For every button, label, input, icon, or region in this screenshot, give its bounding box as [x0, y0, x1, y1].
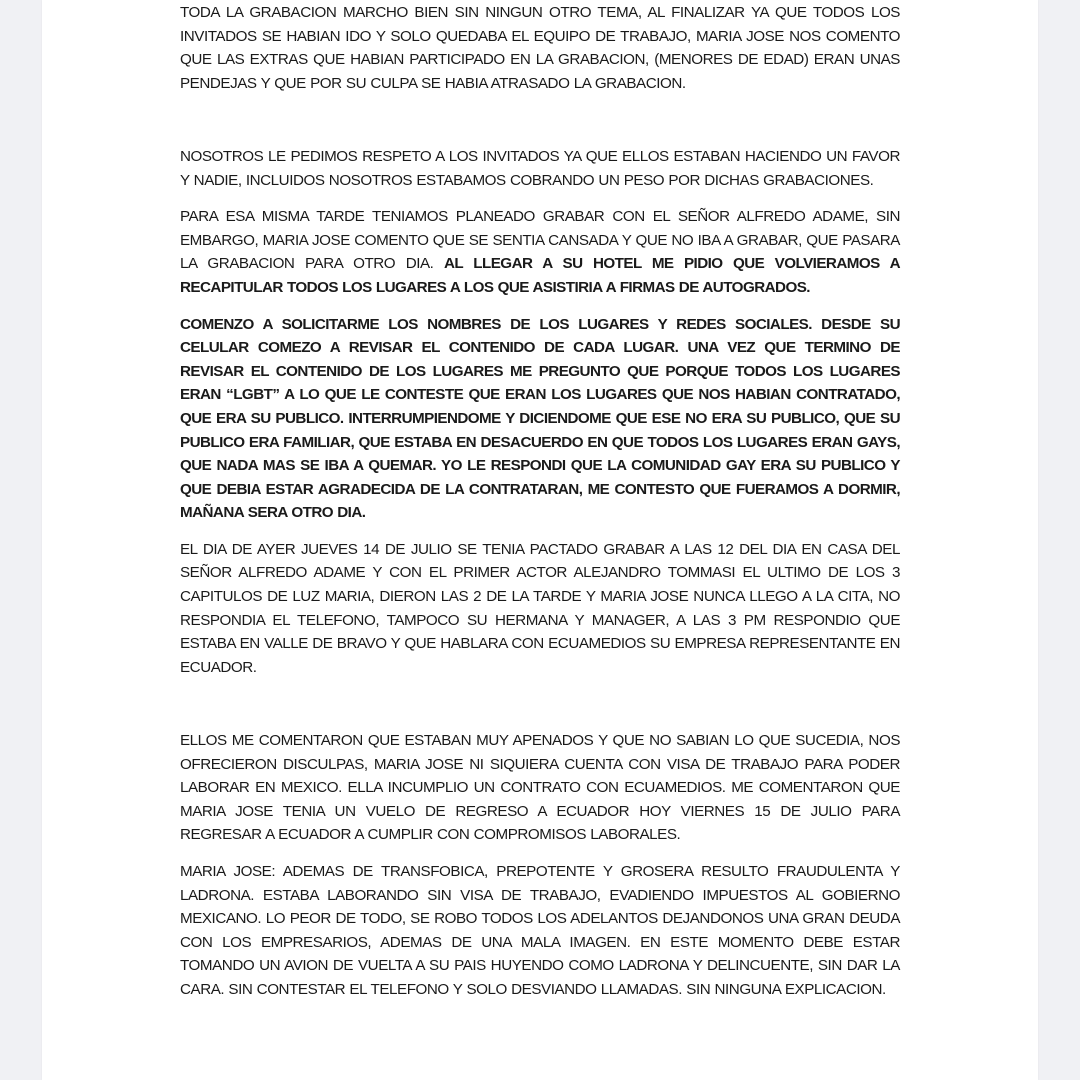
- empty-paragraph: [180, 692, 900, 716]
- paragraph-ecuamedios-apology: [180, 729, 900, 847]
- document-body: [180, 1, 900, 1015]
- paragraph-text: MARIA JOSE: ADEMAS DE TRANSFOBICA, PREPOTENTE Y GROSERA RESULTO FRAUDULENTA Y LADRONA. ESTABA LABORANDO SIN VISA DE TRABAJO, EVADIENDO IMPUESTOS AL GOBIERNO MEXICANO. LO PEOR DE TODO, SE ROBO TODOS LOS ADELANTOS DEJANDONOS UNA GRAN DEUDA CON LOS EMPRESARIOS, ADEMAS DE UNA MALA IMAGEN. EN ESTE MOMENTO DEBE ESTAR TOMANDO UN AVION DE VUELTA A SU PAIS HUYENDO COMO LADRONA Y DELINCUENTE, SIN DAR LA CARA. SIN CONTESTAR EL TELEFONO Y SOLO DESVIANDO LLAMADAS. SIN NINGUNA EXPLICACION.: [180, 863, 900, 998]
- paragraph-thursday-recording: [180, 538, 900, 680]
- paragraph-afternoon-plan: [180, 205, 900, 299]
- paragraph-text: PARA ESA MISMA TARDE TENIAMOS PLANEADO GRABAR CON EL SEÑOR ALFREDO ADAME, SIN EMBARGO, MARIA JOSE COMENTO QUE SE SENTIA CANSADA Y QUE NO IBA A GRABAR, QUE PASARA LA GRABACION PARA OTRO DIA.: [180, 208, 900, 273]
- document-page: [42, 0, 1038, 1080]
- paragraph-respect-request: [180, 145, 900, 192]
- paragraph-text: TODA LA GRABACION MARCHO BIEN SIN NINGUN OTRO TEMA, AL FINALIZAR YA QUE TODOS LOS INVITADOS SE HABIAN IDO Y SOLO QUEDABA EL EQUIPO DE TRABAJO, MARIA JOSE NOS COMENTO QUE LAS EXTRAS QUE HABIAN PARTICIPADO EN LA GRABACION, (MENORES DE EDAD) ERAN UNAS PENDEJAS Y QUE POR SU CULPA SE HABIA ATRASADO LA GRABACION.: [180, 4, 900, 92]
- paragraph-lgbt-venues: [180, 313, 900, 525]
- paragraph-conclusion: [180, 860, 900, 1002]
- paragraph-text-bold: COMENZO A SOLICITARME LOS NOMBRES DE LOS LUGARES Y REDES SOCIALES. DESDE SU CELULAR COMEZO A REVISAR EL CONTENIDO DE CADA LUGAR. UNA VEZ QUE TERMINO DE REVISAR EL CONTENIDO DE LOS LUGARES ME PREGUNTO QUE PORQUE TODOS LOS LUGARES ERAN “LGBT” A LO QUE LE CONTESTE QUE ERAN LOS LUGARES QUE NOS HABIAN CONTRATADO, QUE ERA SU PUBLICO. INTERRUMPIENDOME Y DICIENDOME QUE ESE NO ERA SU PUBLICO, QUE SU PUBLICO ERA FAMILIAR, QUE ESTABA EN DESACUERDO EN QUE TODOS LOS LUGARES ERAN GAYS, QUE NADA MAS SE IBA A QUEMAR. YO LE RESPONDI QUE LA COMUNIDAD GAY ERA SU PUBLICO Y QUE DEBIA ESTAR AGRADECIDA DE LA CONTRATARAN, ME CONTESTO QUE FUERAMOS A DORMIR, MAÑANA SERA OTRO DIA.: [180, 315, 900, 522]
- paragraph-text: NOSOTROS LE PEDIMOS RESPETO A LOS INVITADOS YA QUE ELLOS ESTABAN HACIENDO UN FAVOR Y NADIE, INCLUIDOS NOSOTROS ESTABAMOS COBRANDO UN PESO POR DICHAS GRABACIONES.: [180, 147, 900, 189]
- empty-paragraph: [180, 108, 900, 132]
- paragraph-text: EL DIA DE AYER JUEVES 14 DE JULIO SE TENIA PACTADO GRABAR A LAS 12 DEL DIA EN CASA DEL SEÑOR ALFREDO ADAME Y CON EL PRIMER ACTOR ALEJANDRO TOMMASI EL ULTIMO DE LOS 3 CAPITULOS DE LUZ MARIA, DIERON LAS 2 DE LA TARDE Y MARIA JOSE NUNCA LLEGO A LA CITA, NO RESPONDIA EL TELEFONO, TAMPOCO SU HERMANA Y MANAGER, A LAS 3 PM RESPONDIO QUE ESTABA EN VALLE DE BRAVO Y QUE HABLARA CON ECUAMEDIOS SU EMPRESA REPRESENTANTE EN ECUADOR.: [180, 540, 900, 676]
- paragraph-text: ELLOS ME COMENTARON QUE ESTABAN MUY APENADOS Y QUE NO SABIAN LO QUE SUCEDIA, NOS OFRECIERON DISCULPAS, MARIA JOSE NI SIQUIERA CUENTA CON VISA DE TRABAJO PARA PODER LABORAR EN MEXICO. ELLA INCUMPLIO UN CONTRATO CON ECUAMEDIOS. ME COMENTARON QUE MARIA JOSE TENIA UN VUELO DE REGRESO A ECUADOR HOY VIERNES 15 DE JULIO PARA REGRESAR A ECUADOR A CUMPLIR CON COMPROMISOS LABORALES.: [180, 732, 900, 844]
- paragraph-text-bold: AL LLEGAR A SU HOTEL ME PIDIO QUE VOLVIERAMOS A RECAPITULAR TODOS LOS LUGARES A LOS QUE ASISTIRIA A FIRMAS DE AUTOGRADOS.: [180, 255, 900, 296]
- paragraph-recording-finished: [180, 1, 900, 95]
